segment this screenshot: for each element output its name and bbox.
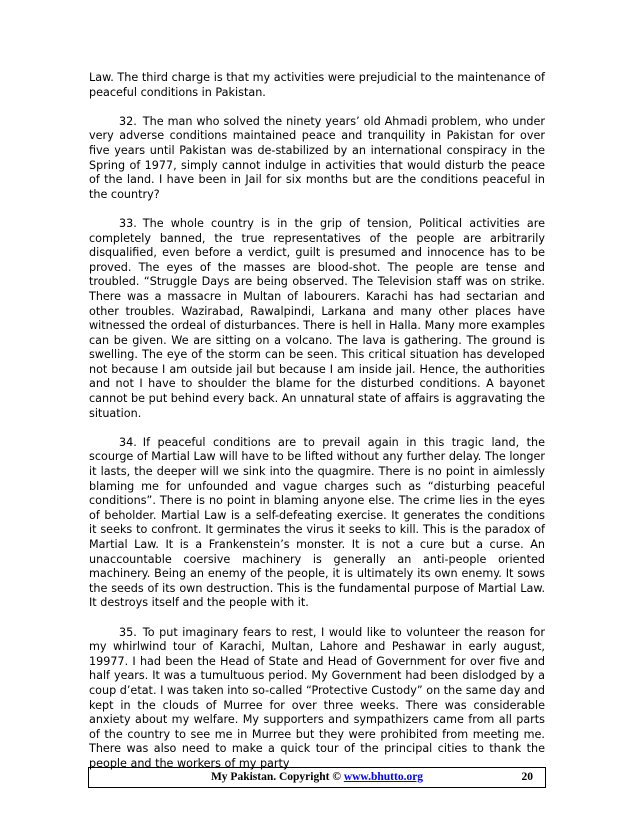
paragraph-32: [89, 115, 545, 203]
paragraph-text: If peaceful conditions are to prevail again in this tragic land, the scourge of Martial Law will have to be lifted without any further delay. The longer it lasts, the deeper will we sink into the quagmire. There is no point in aimlessly blaming me for unfounded and vague charges such as “disturbing peaceful conditions”. There is no point in blaming anyone else. The crime lies in the eyes of beholder. Martial Law is a self-defeating exercise. It generates the conditions it seeks to confront. It germinates the virus it seeks to kill. This is the paradox of Martial Law. It is a Frankenstein’s monster. It is not a cure but a curse. An unaccountable coersive machinery is generally an anti-people oriented machinery. Being an enemy of the people, it is ultimately its own enemy. It sows the seeds of its own destruction. This is the fundamental purpose of Martial Law. It destroys itself and the people with it.: [89, 435, 545, 610]
paragraph-number: 33.: [119, 216, 137, 230]
paragraph-text: The man who solved the ninety years’ old Ahmadi problem, who under very adverse conditions maintained peace and tranquility in Pakistan for over five years until Pakistan was de-stabilized by an international conspiracy in the Spring of 1977, simply cannot indulge in activities that would disturb the peace of the land. I have been in Jail for six months but are the conditions peaceful in the country?: [89, 114, 545, 201]
page-footer: [88, 767, 546, 788]
paragraph-text: The whole country is in the grip of tension, Political activities are completely banned, the true representatives of the people are arbitrarily disqualified, even before a verdict, guilt is presumed and innocence has to be proved. The eyes of the masses are blood-shot. The people are tense and troubled. “Struggle Days are being observed. The Television staff was on strike. There was a massacre in Multan of labourers. Karachi has had sectarian and other troubles. Wazirabad, Rawalpindi, Larkana and many other places have witnessed the ordeal of disturbances. There is hell in Halla. Many more examples can be given. We are sitting on a volcano. The lava is gathering. The ground is swelling. The eye of the storm can be seen. This critical situation has developed not because I am outside jail but because I am inside jail. Hence, the authorities and not I have to shoulder the blame for the disturbed conditions. A bayonet cannot be put behind every back. An unnatural state of affairs is aggravating the situation.: [89, 216, 545, 420]
paragraph-31-continued: [89, 71, 545, 100]
footer-copyright-text: My Pakistan. Copyright ©: [210, 771, 341, 783]
paragraph-number: 32.: [119, 114, 137, 128]
page-number: 20: [521, 771, 533, 783]
body-text: [89, 71, 545, 786]
footer-copyright: [89, 771, 545, 783]
paragraph-34: [89, 436, 545, 611]
paragraph-number: 34.: [119, 435, 137, 449]
paragraph-35: [89, 626, 545, 772]
paragraph-33: [89, 217, 545, 421]
paragraph-text: Law. The third charge is that my activities were prejudicial to the maintenance of peaceful conditions in Pakistan.: [89, 71, 545, 99]
paragraph-text: To put imaginary fears to rest, I would like to volunteer the reason for my whirlwind tour of Karachi, Multan, Lahore and Peshawar in early august, 19977. I had been the Head of State and Head of Government for over five and half years. It was a tumultuous period. My Government had been dislodged by a coup d’etat. I was taken into so-called “Protective Custody” on the same day and kept in the clouds of Murree for over three weeks. There was considerable anxiety about my welfare. My supporters and sympathizers came from all parts of the country to see me in Murree but they were prohibited from meeting me. There was also need to make a quick tour of the principal cities to thank the people and the workers of my party: [89, 625, 545, 770]
footer-website-link[interactable]: www.bhutto.org: [343, 771, 424, 783]
paragraph-number: 35.: [119, 625, 137, 639]
